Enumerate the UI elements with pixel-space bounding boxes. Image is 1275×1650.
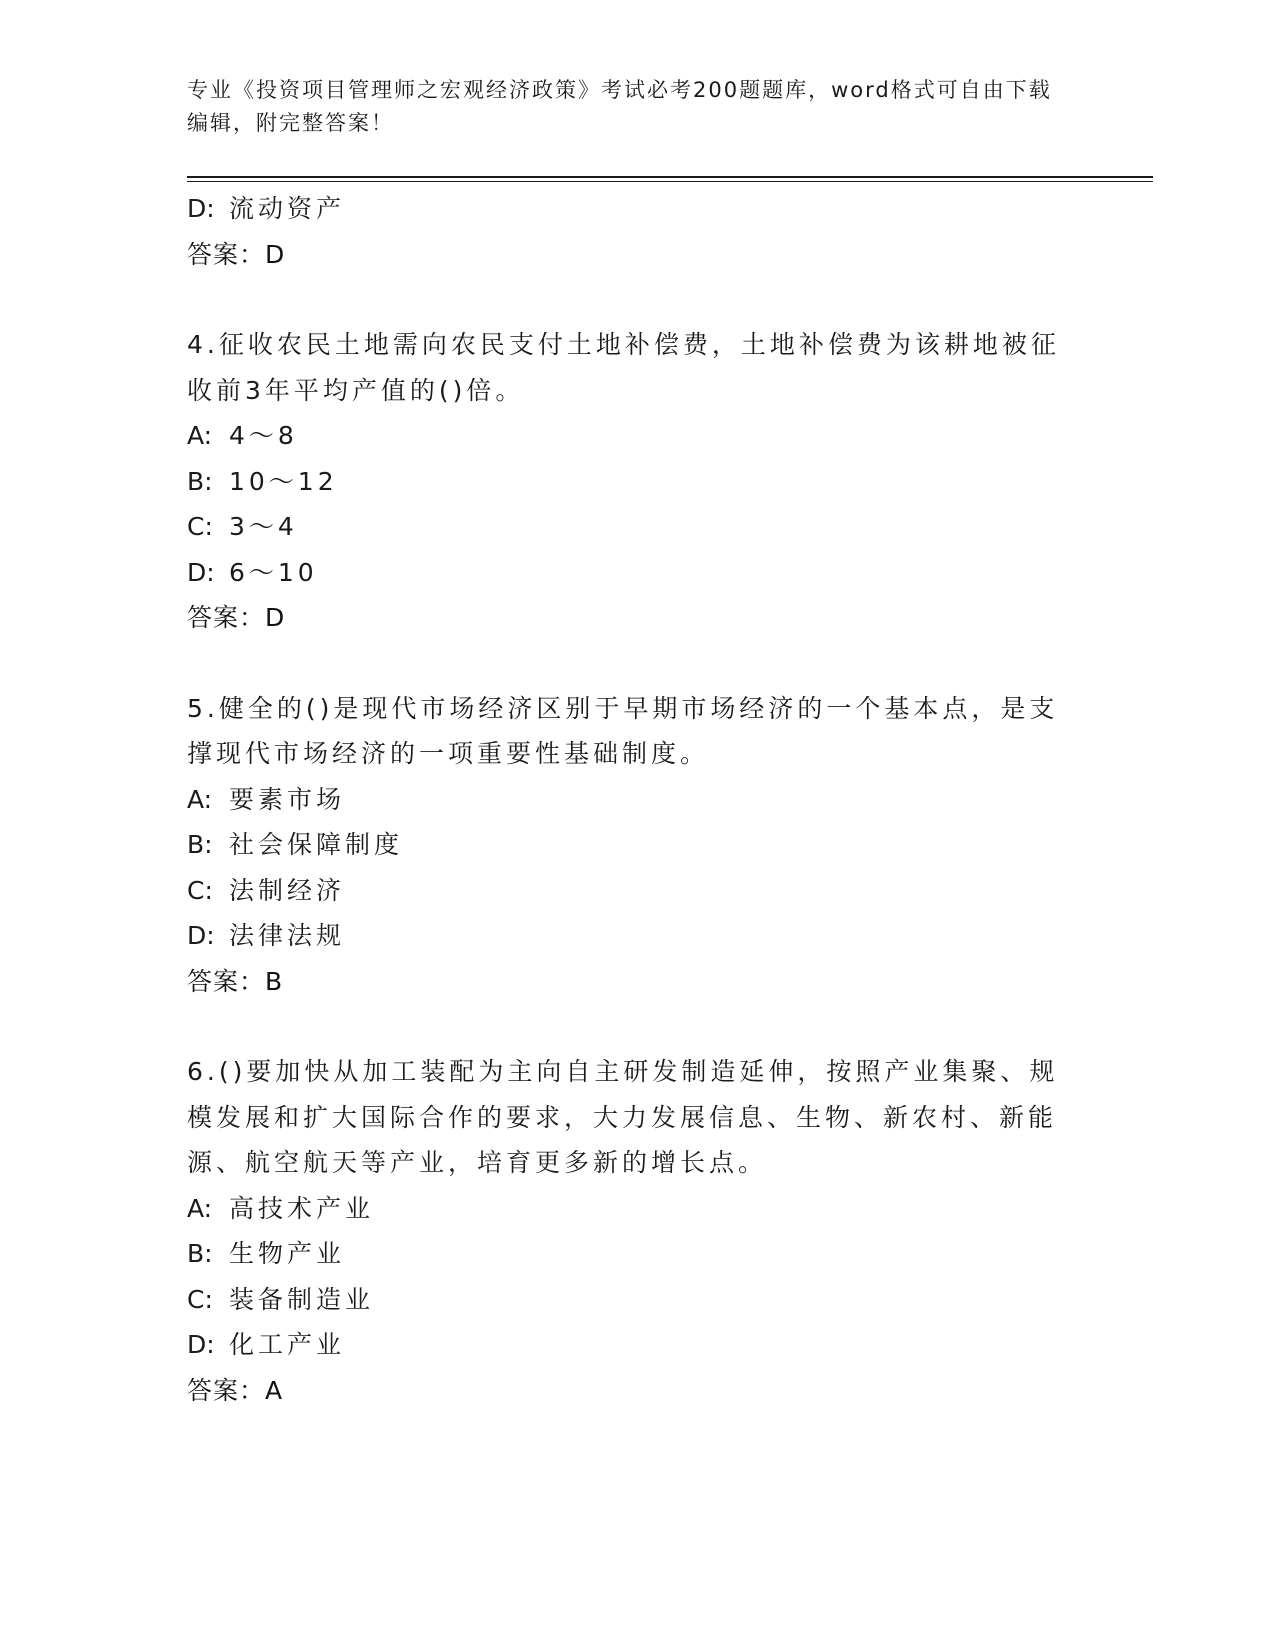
option-b — [187, 822, 1087, 868]
option-letter: C: — [187, 875, 213, 905]
option-text: 高技术产业 — [229, 1193, 375, 1223]
answer-line: 答案：D — [187, 239, 286, 269]
page-header: 专业《投资项目管理师之宏观经济政策》考试必考200题题库，word格式可自由下载编辑，附完整答案！ — [187, 78, 1052, 135]
option-text: 6～10 — [229, 557, 318, 587]
option-b — [187, 1231, 1087, 1277]
option-text: 3～4 — [229, 512, 298, 541]
option-letter: C: — [187, 512, 213, 541]
answer-line: 答案：B — [187, 966, 284, 996]
option-c — [187, 1277, 1087, 1323]
option-d — [187, 550, 1087, 596]
option-text: 10～12 — [229, 466, 338, 496]
option-letter: D: — [187, 194, 215, 223]
option-letter: B: — [187, 466, 213, 496]
option-a — [187, 1186, 1087, 1232]
question-text: 5.健全的()是现代市场经济区别于早期市场经济的一个基本点，是支撑现代市场经济的一项重要性基础制度。 — [187, 693, 1059, 768]
option-b — [187, 459, 1087, 505]
option-c — [187, 504, 1087, 550]
option-c — [187, 868, 1087, 914]
question-text: 4.征收农民土地需向农民支付土地补偿费，土地补偿费为该耕地被征收前3年平均产值的()倍。 — [187, 330, 1060, 405]
option-letter: B: — [187, 830, 213, 859]
question-5 — [187, 686, 1087, 1005]
option-d — [187, 1322, 1087, 1368]
option-text: 要素市场 — [229, 784, 346, 814]
header-rule — [187, 176, 1153, 178]
option-letter: D: — [187, 1330, 215, 1359]
option-letter: A: — [187, 784, 213, 814]
option-text: 法律法规 — [229, 921, 346, 950]
option-letter: A: — [187, 421, 213, 450]
answer-line: 答案：A — [187, 1375, 284, 1405]
option-d — [187, 186, 1087, 232]
option-letter: D: — [187, 921, 215, 950]
option-a — [187, 413, 1087, 459]
answer-line: 答案：D — [187, 603, 286, 632]
option-text: 装备制造业 — [229, 1284, 375, 1314]
option-text: 生物产业 — [229, 1239, 346, 1268]
option-d — [187, 913, 1087, 959]
option-letter: D: — [187, 557, 215, 587]
option-a — [187, 777, 1087, 823]
option-letter: B: — [187, 1239, 213, 1268]
option-text: 4～8 — [229, 421, 298, 450]
header-rule-thin — [187, 181, 1153, 182]
option-text: 流动资产 — [229, 194, 346, 223]
option-text: 法制经济 — [229, 875, 346, 905]
option-letter: C: — [187, 1284, 213, 1314]
option-letter: A: — [187, 1193, 213, 1223]
option-text: 社会保障制度 — [229, 830, 404, 859]
option-text: 化工产业 — [229, 1330, 346, 1359]
question-text: 6.()要加快从加工装配为主向自主研发制造延伸，按照产业集聚、规模发展和扩大国际合作的要求，大力发展信息、生物、新农村、新能源、航空航天等产业，培育更多新的增长点。 — [187, 1057, 1059, 1177]
question-list — [187, 186, 1087, 1413]
question-4 — [187, 322, 1087, 641]
question-6 — [187, 1049, 1087, 1413]
